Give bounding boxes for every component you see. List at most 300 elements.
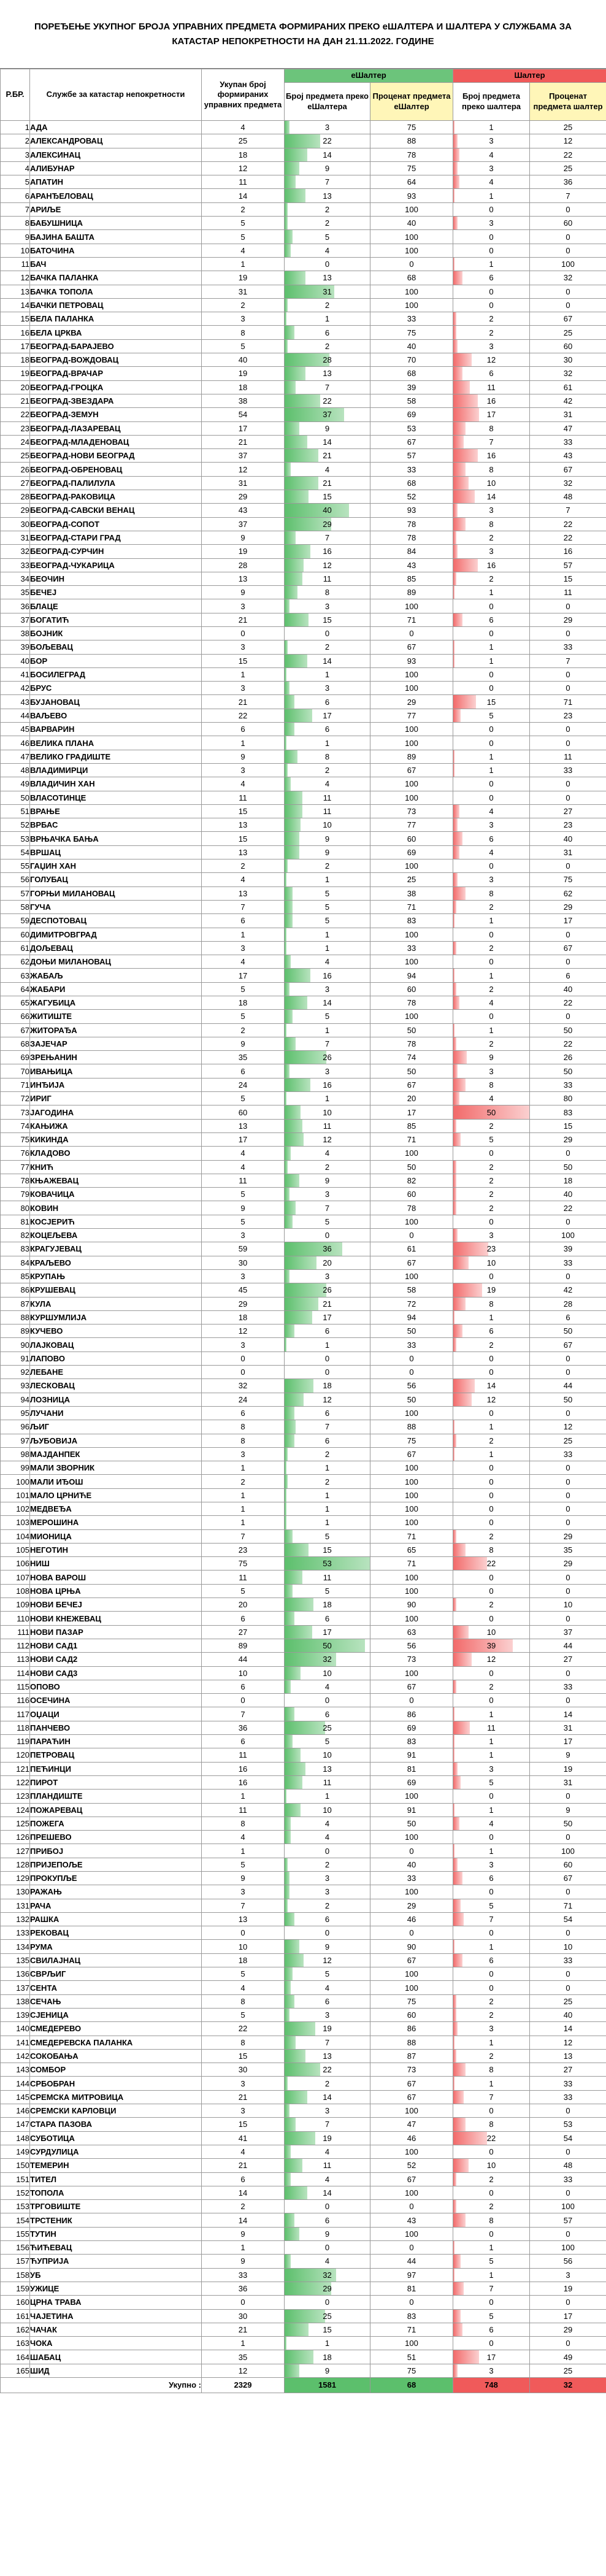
office-name: СМЕДЕРЕВСКА ПАЛАНКА bbox=[30, 2036, 202, 2049]
e-count-bar bbox=[285, 312, 286, 325]
row-number: 3 bbox=[1, 148, 30, 161]
e-count-value: 5 bbox=[324, 232, 330, 242]
office-name: ЖАБАРИ bbox=[30, 982, 202, 996]
row-number: 13 bbox=[1, 285, 30, 298]
e-percent: 100 bbox=[370, 1502, 453, 1515]
table-row bbox=[1, 1516, 606, 1529]
e-count-cell bbox=[285, 1694, 370, 1707]
total-count: 3 bbox=[202, 682, 285, 695]
table-row bbox=[1, 900, 606, 913]
row-number: 80 bbox=[1, 1201, 30, 1215]
s-count-cell bbox=[453, 1748, 530, 1762]
s-count-value: 11 bbox=[487, 382, 496, 392]
e-count-bar bbox=[285, 1502, 286, 1515]
e-percent: 67 bbox=[370, 1256, 453, 1269]
total-count: 9 bbox=[202, 2255, 285, 2268]
s-count-cell bbox=[453, 941, 530, 955]
e-percent: 33 bbox=[370, 941, 453, 955]
s-percent: 100 bbox=[530, 2200, 606, 2213]
office-name: УБ bbox=[30, 2268, 202, 2282]
total-count: 0 bbox=[202, 1351, 285, 1365]
s-count-cell bbox=[453, 1174, 530, 1187]
e-count-bar bbox=[285, 2132, 315, 2145]
total-count: 7 bbox=[202, 1707, 285, 1721]
total-count: 36 bbox=[202, 2282, 285, 2295]
table-row bbox=[1, 1092, 606, 1105]
total-count: 6 bbox=[202, 1735, 285, 1748]
s-count-value: 17 bbox=[486, 2352, 496, 2362]
s-count-cell bbox=[453, 1078, 530, 1091]
e-count-value: 2 bbox=[324, 2078, 330, 2088]
s-count-value: 2 bbox=[489, 2202, 494, 2212]
e-count-value: 2 bbox=[324, 341, 330, 351]
office-name: ПОЖЕГА bbox=[30, 1817, 202, 1830]
e-count-bar bbox=[285, 2159, 302, 2172]
s-count-cell bbox=[453, 1297, 530, 1310]
office-name: ШИД bbox=[30, 2364, 202, 2377]
s-count-value: 0 bbox=[489, 1696, 494, 1705]
e-count-bar bbox=[285, 805, 302, 818]
e-percent: 86 bbox=[370, 1707, 453, 1721]
row-number: 149 bbox=[1, 2145, 30, 2158]
s-percent: 22 bbox=[530, 996, 606, 1010]
s-count-cell bbox=[453, 1680, 530, 1693]
page-title: ПОРЕЂЕЊЕ УКУПНОГ БРОЈА УПРАВНИХ ПРЕДМЕТА ФОРМИРАНИХ ПРЕКО еШАЛТЕРА И ШАЛТЕРА У СЛУЖБАМА ЗА КАТАСТАР НЕПОКРЕТНОСТИ НА ДАН 21.11.2022. ГОДИНЕ bbox=[0, 0, 606, 69]
s-percent: 29 bbox=[530, 1529, 606, 1543]
s-count-cell bbox=[453, 2186, 530, 2199]
e-count-value: 1 bbox=[324, 1791, 330, 1801]
e-count-bar bbox=[285, 1133, 304, 1146]
e-percent: 73 bbox=[370, 2063, 453, 2077]
s-count-bar bbox=[453, 148, 459, 161]
s-count-cell bbox=[453, 1694, 530, 1707]
s-count-value: 3 bbox=[489, 506, 494, 515]
s-count-cell bbox=[453, 1269, 530, 1283]
e-count-cell bbox=[285, 1269, 370, 1283]
table-row bbox=[1, 1325, 606, 1338]
e-percent: 56 bbox=[370, 1639, 453, 1652]
s-count-cell bbox=[453, 2227, 530, 2240]
row-number: 97 bbox=[1, 1434, 30, 1447]
e-count-cell bbox=[285, 1188, 370, 1201]
s-count-value: 5 bbox=[489, 1778, 494, 1788]
total-count: 9 bbox=[202, 2227, 285, 2240]
s-percent: 17 bbox=[530, 2309, 606, 2323]
s-count-bar bbox=[453, 1817, 459, 1830]
e-count-bar bbox=[285, 1475, 288, 1488]
e-count-cell bbox=[285, 504, 370, 517]
total-count: 1 bbox=[202, 1790, 285, 1803]
e-percent: 60 bbox=[370, 832, 453, 845]
e-count-cell bbox=[285, 1543, 370, 1556]
office-name: ДОЉЕВАЦ bbox=[30, 941, 202, 955]
row-number: 44 bbox=[1, 709, 30, 722]
total-count: 5 bbox=[202, 1092, 285, 1105]
s-percent: 50 bbox=[530, 1160, 606, 1174]
e-percent: 67 bbox=[370, 435, 453, 448]
e-count-bar bbox=[285, 1010, 293, 1023]
total-count: 3 bbox=[202, 640, 285, 654]
s-count-value: 39 bbox=[486, 1641, 496, 1651]
e-count-bar bbox=[285, 463, 291, 475]
total-count: 2 bbox=[202, 1023, 285, 1037]
s-count-value: 2 bbox=[489, 1436, 494, 1445]
s-count-cell bbox=[453, 777, 530, 791]
s-count-value: 3 bbox=[489, 875, 494, 885]
s-count-bar bbox=[453, 134, 458, 147]
s-percent: 50 bbox=[530, 1817, 606, 1830]
e-percent: 100 bbox=[370, 736, 453, 750]
row-number: 154 bbox=[1, 2213, 30, 2227]
office-name: СРБОБРАН bbox=[30, 2077, 202, 2090]
total-count: 29 bbox=[202, 490, 285, 504]
s-count-cell bbox=[453, 2350, 530, 2364]
e-percent: 33 bbox=[370, 1872, 453, 1885]
e-percent: 100 bbox=[370, 230, 453, 244]
total-count: 13 bbox=[202, 1119, 285, 1132]
office-name: БОЈНИК bbox=[30, 626, 202, 640]
s-count-bar bbox=[453, 1748, 454, 1761]
e-count-bar bbox=[285, 2104, 290, 2117]
total-count: 4 bbox=[202, 244, 285, 257]
s-count-cell bbox=[453, 1092, 530, 1105]
s-percent: 11 bbox=[530, 586, 606, 599]
office-name: РАЖАЊ bbox=[30, 1885, 202, 1899]
office-name: БЕОГРАД-ЗВЕЗДАРА bbox=[30, 394, 202, 407]
table-row bbox=[1, 1269, 606, 1283]
total-count: 3 bbox=[202, 1269, 285, 1283]
table-row bbox=[1, 2063, 606, 2077]
table-row bbox=[1, 148, 606, 161]
total-count: 4 bbox=[202, 873, 285, 886]
e-percent: 58 bbox=[370, 394, 453, 407]
s-count-cell bbox=[453, 1379, 530, 1393]
table-row bbox=[1, 723, 606, 736]
total-count: 14 bbox=[202, 189, 285, 202]
e-count-bar bbox=[285, 723, 294, 736]
office-name: АРИЉЕ bbox=[30, 202, 202, 216]
s-count-value: 2 bbox=[489, 1996, 494, 2006]
row-number: 137 bbox=[1, 1981, 30, 1994]
s-count-value: 15 bbox=[486, 697, 496, 707]
e-percent: 83 bbox=[370, 1735, 453, 1748]
s-count-value: 1 bbox=[489, 1025, 494, 1035]
s-count-value: 1 bbox=[489, 191, 494, 201]
s-percent: 31 bbox=[530, 408, 606, 421]
e-count-bar bbox=[285, 1448, 288, 1461]
total-count: 25 bbox=[202, 134, 285, 148]
table-row bbox=[1, 1010, 606, 1023]
e-count-bar bbox=[285, 1434, 294, 1447]
s-count-cell bbox=[453, 1037, 530, 1050]
row-number: 111 bbox=[1, 1625, 30, 1639]
table-row bbox=[1, 1447, 606, 1461]
s-count-value: 8 bbox=[489, 519, 494, 529]
e-percent: 91 bbox=[370, 1803, 453, 1817]
e-count-bar bbox=[285, 1161, 288, 1174]
s-count-value: 0 bbox=[489, 1832, 494, 1842]
e-percent: 100 bbox=[370, 1010, 453, 1023]
table-row bbox=[1, 1981, 606, 1994]
row-number: 90 bbox=[1, 1338, 30, 1351]
s-count-cell bbox=[453, 2022, 530, 2036]
s-percent: 27 bbox=[530, 1653, 606, 1666]
s-count-cell bbox=[453, 750, 530, 763]
s-count-bar bbox=[453, 1283, 482, 1296]
s-count-bar bbox=[453, 1448, 454, 1461]
e-percent: 71 bbox=[370, 1132, 453, 1146]
s-count-value: 10 bbox=[486, 2161, 496, 2170]
table-row bbox=[1, 1694, 606, 1707]
s-count-value: 3 bbox=[489, 341, 494, 351]
e-count-cell bbox=[285, 1981, 370, 1994]
s-count-cell bbox=[453, 1639, 530, 1652]
e-percent: 78 bbox=[370, 517, 453, 531]
s-percent: 23 bbox=[530, 709, 606, 722]
s-percent: 11 bbox=[530, 750, 606, 763]
e-count-bar bbox=[285, 490, 309, 503]
e-percent: 43 bbox=[370, 2213, 453, 2227]
e-count-cell bbox=[285, 1529, 370, 1543]
e-count-cell bbox=[285, 1366, 370, 1379]
table-row bbox=[1, 763, 606, 777]
s-count-value: 4 bbox=[489, 847, 494, 857]
s-count-value: 1 bbox=[489, 1846, 494, 1856]
e-count-value: 3 bbox=[324, 601, 330, 611]
e-count-bar bbox=[285, 1598, 313, 1611]
e-count-cell bbox=[285, 1447, 370, 1461]
s-count-bar bbox=[453, 2132, 487, 2145]
e-count-cell bbox=[285, 1475, 370, 1488]
table-row bbox=[1, 1721, 606, 1734]
total-count: 5 bbox=[202, 1188, 285, 1201]
e-percent: 100 bbox=[370, 682, 453, 695]
s-count-bar bbox=[453, 832, 462, 845]
s-count-cell bbox=[453, 2213, 530, 2227]
office-name: БЕОГРАД-ВОЖДОВАЦ bbox=[30, 353, 202, 367]
e-count-value: 1 bbox=[324, 1094, 330, 1104]
e-count-value: 6 bbox=[324, 1436, 330, 1445]
total-count: 1 bbox=[202, 667, 285, 681]
s-count-value: 0 bbox=[489, 1353, 494, 1363]
s-count-bar bbox=[453, 1844, 454, 1857]
e-count-value: 11 bbox=[323, 1121, 332, 1131]
total-count: 1 bbox=[202, 1502, 285, 1515]
e-count-cell bbox=[285, 1885, 370, 1899]
row-number: 134 bbox=[1, 1940, 30, 1953]
e-count-cell bbox=[285, 886, 370, 900]
header-s-pct: Проценат предмета шалтер bbox=[530, 83, 606, 121]
s-count-cell bbox=[453, 804, 530, 818]
e-percent: 50 bbox=[370, 1160, 453, 1174]
s-count-bar bbox=[453, 1298, 466, 1310]
s-percent: 61 bbox=[530, 380, 606, 394]
s-percent: 0 bbox=[530, 1584, 606, 1598]
s-count-value: 2 bbox=[489, 2051, 494, 2061]
s-count-cell bbox=[453, 2008, 530, 2021]
s-percent: 0 bbox=[530, 1571, 606, 1584]
e-count-value: 11 bbox=[323, 793, 332, 802]
s-count-cell bbox=[453, 2200, 530, 2213]
s-percent: 0 bbox=[530, 928, 606, 941]
s-count-bar bbox=[453, 1639, 513, 1652]
table-row bbox=[1, 1735, 606, 1748]
table-row bbox=[1, 626, 606, 640]
e-count-value: 4 bbox=[324, 779, 330, 789]
total-count: 2 bbox=[202, 859, 285, 873]
row-number: 161 bbox=[1, 2309, 30, 2323]
row-number: 29 bbox=[1, 504, 30, 517]
s-count-value: 1 bbox=[489, 2270, 494, 2280]
e-count-bar bbox=[285, 613, 309, 626]
table-row bbox=[1, 2364, 606, 2377]
s-count-value: 2 bbox=[489, 574, 494, 583]
s-count-value: 3 bbox=[489, 1859, 494, 1869]
s-count-value: 2 bbox=[489, 533, 494, 543]
e-percent: 100 bbox=[370, 1406, 453, 1420]
office-name: КИКИНДА bbox=[30, 1132, 202, 1146]
total-count: 0 bbox=[202, 1694, 285, 1707]
s-count-cell bbox=[453, 1310, 530, 1324]
s-count-value: 0 bbox=[489, 1518, 494, 1528]
e-count-bar bbox=[285, 1872, 290, 1885]
header-office: Службе за катастар непокретности bbox=[30, 69, 202, 121]
e-percent: 87 bbox=[370, 2049, 453, 2063]
table-row bbox=[1, 2036, 606, 2049]
e-count-cell bbox=[285, 1844, 370, 1858]
office-name: ЛАЈКОВАЦ bbox=[30, 1338, 202, 1351]
s-count-cell bbox=[453, 463, 530, 476]
s-count-bar bbox=[453, 422, 466, 435]
office-name: ТОПОЛА bbox=[30, 2186, 202, 2199]
s-count-value: 0 bbox=[489, 2339, 494, 2348]
total-count: 21 bbox=[202, 613, 285, 626]
e-count-value: 5 bbox=[324, 1012, 330, 1021]
e-count-value: 2 bbox=[324, 1901, 330, 1910]
e-count-bar bbox=[285, 1242, 342, 1255]
s-count-bar bbox=[453, 518, 466, 531]
row-number: 104 bbox=[1, 1529, 30, 1543]
e-percent: 57 bbox=[370, 449, 453, 463]
table-row bbox=[1, 2172, 606, 2186]
table-row bbox=[1, 463, 606, 476]
e-count-bar bbox=[285, 271, 305, 284]
office-name: СЈЕНИЦА bbox=[30, 2008, 202, 2021]
e-count-bar bbox=[285, 2091, 307, 2104]
office-name: МАЛИ ЗВОРНИК bbox=[30, 1461, 202, 1475]
total-count: 16 bbox=[202, 1775, 285, 1789]
office-name: КУЛА bbox=[30, 1297, 202, 1310]
total-count: 8 bbox=[202, 1817, 285, 1830]
e-count-cell bbox=[285, 1639, 370, 1652]
e-count-bar bbox=[285, 983, 290, 996]
e-count-value: 1 bbox=[324, 875, 330, 885]
office-name: ТУТИН bbox=[30, 2227, 202, 2240]
row-number: 164 bbox=[1, 2350, 30, 2364]
header-total: Укупан број формираних управних предмета bbox=[202, 69, 285, 121]
s-percent: 0 bbox=[530, 1461, 606, 1475]
total-count: 19 bbox=[202, 545, 285, 558]
e-count-bar bbox=[285, 599, 290, 612]
table-row bbox=[1, 845, 606, 859]
e-percent: 56 bbox=[370, 1379, 453, 1393]
s-percent: 35 bbox=[530, 1543, 606, 1556]
s-count-value: 2 bbox=[489, 1600, 494, 1610]
row-number: 32 bbox=[1, 545, 30, 558]
e-count-cell bbox=[285, 1488, 370, 1502]
s-count-cell bbox=[453, 1502, 530, 1515]
e-percent: 50 bbox=[370, 1817, 453, 1830]
table-row bbox=[1, 1653, 606, 1666]
s-count-cell bbox=[453, 449, 530, 463]
e-percent: 100 bbox=[370, 955, 453, 969]
s-count-cell bbox=[453, 832, 530, 845]
table-row bbox=[1, 161, 606, 175]
e-percent: 65 bbox=[370, 1543, 453, 1556]
e-count-value: 15 bbox=[323, 492, 332, 502]
s-count-bar bbox=[453, 162, 458, 175]
table-row bbox=[1, 2186, 606, 2199]
office-name: КУРШУМЛИЈА bbox=[30, 1310, 202, 1324]
row-number: 165 bbox=[1, 2364, 30, 2377]
table-row bbox=[1, 1707, 606, 1721]
e-count-cell bbox=[285, 982, 370, 996]
e-count-value: 3 bbox=[324, 1874, 330, 1883]
s-percent: 57 bbox=[530, 558, 606, 572]
table-row bbox=[1, 2268, 606, 2282]
row-number: 66 bbox=[1, 1010, 30, 1023]
s-count-bar bbox=[453, 805, 459, 818]
e-count-value: 6 bbox=[324, 1709, 330, 1719]
total-count: 7 bbox=[202, 1529, 285, 1543]
table-row bbox=[1, 2241, 606, 2255]
e-count-cell bbox=[285, 2022, 370, 2036]
e-count-cell bbox=[285, 257, 370, 271]
s-count-value: 5 bbox=[489, 2256, 494, 2266]
row-number: 141 bbox=[1, 2036, 30, 2049]
office-name: НОВИ САД1 bbox=[30, 1639, 202, 1652]
e-percent: 17 bbox=[370, 1105, 453, 1119]
s-count-bar bbox=[453, 1338, 456, 1351]
s-percent: 17 bbox=[530, 1735, 606, 1748]
e-percent: 85 bbox=[370, 1119, 453, 1132]
e-percent: 71 bbox=[370, 1529, 453, 1543]
s-count-bar bbox=[453, 2282, 464, 2295]
s-count-value: 6 bbox=[489, 1955, 494, 1965]
table-row bbox=[1, 996, 606, 1010]
table-row bbox=[1, 1967, 606, 1981]
table-row bbox=[1, 1940, 606, 1953]
total-count: 45 bbox=[202, 1283, 285, 1297]
total-count: 11 bbox=[202, 1748, 285, 1762]
table-row bbox=[1, 1078, 606, 1091]
total-count: 15 bbox=[202, 2118, 285, 2131]
row-number: 95 bbox=[1, 1406, 30, 1420]
total-count: 23 bbox=[202, 1543, 285, 1556]
e-count-cell bbox=[285, 928, 370, 941]
table-row bbox=[1, 230, 606, 244]
s-count-cell bbox=[453, 121, 530, 134]
total-count: 11 bbox=[202, 1803, 285, 1817]
table-row bbox=[1, 1297, 606, 1310]
s-count-value: 4 bbox=[489, 1094, 494, 1104]
office-name: ПАНЧЕВО bbox=[30, 1721, 202, 1734]
row-number: 150 bbox=[1, 2159, 30, 2172]
s-percent: 12 bbox=[530, 134, 606, 148]
e-count-value: 5 bbox=[324, 916, 330, 926]
total-count: 3 bbox=[202, 763, 285, 777]
s-count-bar bbox=[453, 463, 466, 475]
